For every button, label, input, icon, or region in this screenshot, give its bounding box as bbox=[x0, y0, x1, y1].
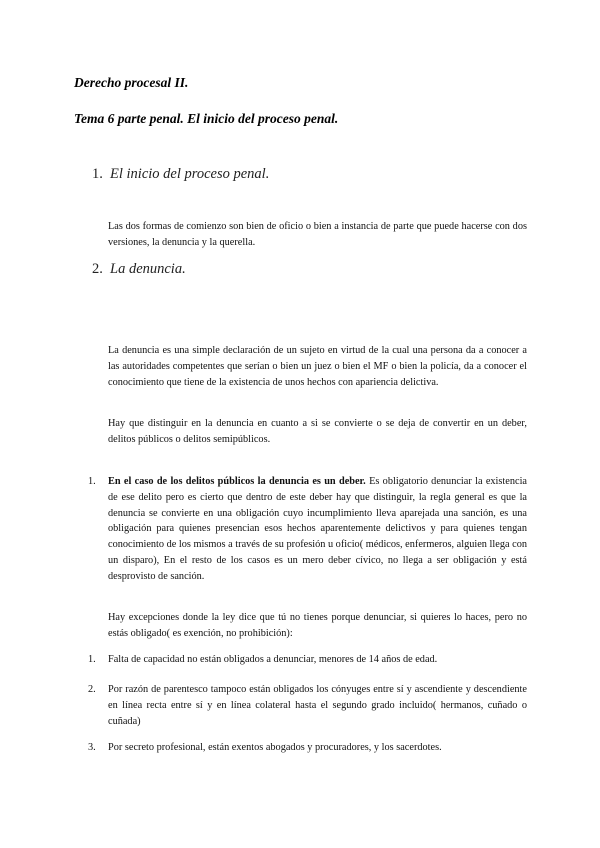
public-crimes-item bbox=[88, 474, 527, 585]
denuncia-distinction-paragraph: Hay que distinguir en la denuncia en cuanto a si se convierte o se deja de convertir en un deber, delitos públicos o delitos semipúblicos. bbox=[108, 418, 527, 445]
exceptions-intro-paragraph: Hay excepciones donde la ley dice que tú no tienes porque denunciar, si quieres lo haces, pero no estás obligado( es exención, no prohibición): bbox=[108, 612, 527, 639]
public-crimes-text bbox=[108, 474, 527, 585]
public-crimes-lead: En el caso de los delitos públicos la denuncia es un deber. bbox=[108, 476, 366, 487]
section-heading-2 bbox=[92, 261, 186, 278]
section-1-paragraph: Las dos formas de comienzo son bien de oficio o bien a instancia de parte que puede hacerse con dos versiones, la denuncia y la querella. bbox=[108, 221, 527, 248]
list-number: 2. bbox=[88, 684, 96, 695]
exception-text: Por secreto profesional, están exentos abogados y procuradores, y los sacerdotes. bbox=[108, 742, 442, 753]
exception-item-2 bbox=[88, 682, 527, 729]
section-heading-1 bbox=[92, 166, 269, 183]
exception-text: Falta de capacidad no están obligados a denunciar, menores de 14 años de edad. bbox=[108, 654, 438, 665]
public-crimes-body: Es obligatorio denunciar la existencia de ese delito pero es cierto que dentro de este deber hay que distinguir, la regla general es que la denuncia se convierte en una obligación cuyo incumplimiento lleva aparejada una sanción, es una obligación para quienes presencian esos hechos aparentemente delictivos y para quienes tengan conocimiento de los mismos a través de su profesión u oficio( médicos, enfermeros, alguien llega con un disparo), En el resto de los casos es un mero deber cívico, no llega a ser obligación y está desprovisto de sanción. bbox=[108, 476, 527, 582]
exception-item-3 bbox=[88, 740, 527, 756]
exception-item-1 bbox=[88, 652, 527, 668]
section-number: 2. bbox=[92, 261, 103, 277]
exception-text: Por razón de parentesco tampoco están obligados los cónyuges entre sí y ascendiente y descendiente en línea recta entre sí y en línea colateral hasta el segundo grado incluido( hermanos, cuñado o cuñada) bbox=[108, 684, 527, 727]
list-number: 1. bbox=[88, 476, 96, 487]
section-number: 1. bbox=[92, 166, 103, 182]
denuncia-definition-paragraph: La denuncia es una simple declaración de un sujeto en virtud de la cual una persona da a conocer a las autoridades competentes que serían o bien un juez o bien el MF o bien la policía, da a conocer el conocimiento que tiene de la existencia de unos hechos con apariencia delictiva. bbox=[108, 345, 527, 388]
list-number: 1. bbox=[88, 654, 96, 665]
list-number: 3. bbox=[88, 742, 96, 753]
document-title: Derecho procesal II. bbox=[74, 75, 189, 90]
section-heading-text: La denuncia. bbox=[110, 261, 186, 277]
document-subtitle: Tema 6 parte penal. El inicio del proceso penal. bbox=[74, 111, 339, 126]
section-heading-text: El inicio del proceso penal. bbox=[110, 166, 270, 182]
